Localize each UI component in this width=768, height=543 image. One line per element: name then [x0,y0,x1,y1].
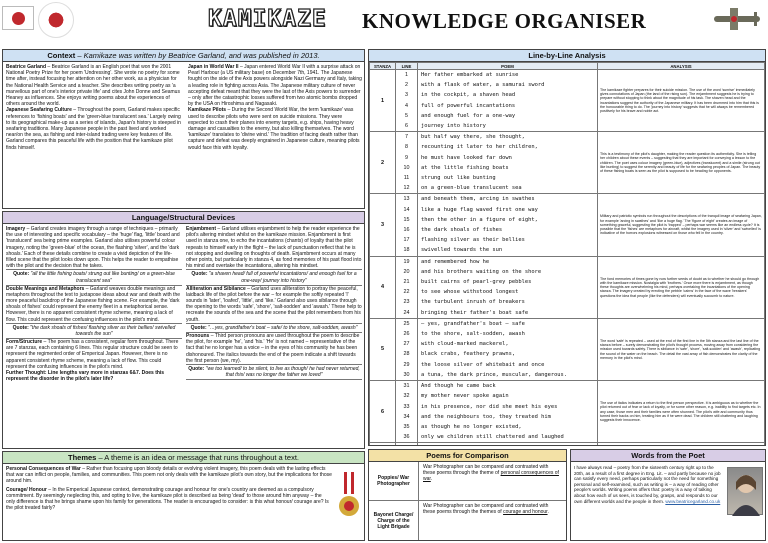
stanza-number [370,443,396,446]
device-paragraph: Form/Structure – The poem has a consistent, regular form throughout. There are 7 stanzas, each containing 6 lines. This regular structure could be seen to represent the regimented order of Emperical Japan. However, there is no apparent consistent rhyme scheme, meaning a lack of flow. This could represent the confusing influences in the pilot's mind. [6,339,179,370]
poem-line: but half way there, she thought, [421,134,525,141]
line-number: 35 [403,423,410,430]
poem-line: and his brothers waiting on the shore [421,268,542,275]
line-number: 33 [403,403,410,410]
poem-line: Her father embarked at sunrise [421,72,519,78]
devices-col-right [186,226,362,380]
poem-line: he must have looked far down [421,154,512,161]
poem-line: swivelled towards the sun [421,247,503,254]
poem-line: then the other in a figure of eight, [421,216,538,223]
poem-line: to see whose withstood longest [421,289,519,296]
line-number: 6 [405,123,408,130]
analysis-heading: Line-by-Line Analysis [369,50,765,62]
col-header-line: LINE [396,63,418,70]
poem-line: my mother never spoke again [421,393,509,400]
line-numbers [396,256,418,318]
line-number: 34 [403,413,410,420]
col-header-poem: POEM [418,63,598,70]
line-number: 32 [403,393,410,400]
words-heading: Words from the Poet [571,450,765,462]
poem-line: and the neighbours too, they treated him [421,413,551,420]
device-paragraph: Imagery – Garland creates imagery through a range of techniques – primarily the use of interesting and specific vocabulary – the 'huge' flag, 'little' board and 'translucent' sea being prime examples. Garland also utilises powerful colour imagery, noting the 'green-blue' of the ocean, the flashing 'silver', and the 'dark shoals.' Each of these details combine to create a vivid depiction of the life-filled scene that the pilot looks down upon. This helps the reader to empathise with the pilot and the decision that he takes. [6,226,180,270]
comparison-label: Bayonet Charge/ Charge of the Light Brigade [369,501,419,540]
devices-col-left [6,226,182,382]
line-number: 16 [403,227,410,234]
line-number: 15 [403,216,410,223]
stanza-number: 6 [370,381,396,443]
line-number: 4 [405,102,408,109]
poem-line: in the cockpit, a shaven head [421,92,516,99]
analysis-text: The word 'safe' is repeated – used at the end of the first line in the 5th stanza and the last line of the stanza before – surely demonstrating the pilot's thought process, moving away from considering the mission used towards safety. There is sibilance in 'safe', 'shore', 'salt-sodden' and 'awash', replicating the sound of the water on the beach. The detail the vast array of fish demonstrates the clarity of the memory in the pilot's mind. [598,318,765,380]
comparison-text: War Photographer can be compared and contrasted with these poems through the theme of personal consequences of war. [423,464,559,482]
line-number: 19 [403,258,410,265]
plane-icon [710,4,764,34]
poem-line: – yes, grandfather's boat – safe [421,320,525,327]
poem-line: in his presence, nor did she meet his eyes [421,403,558,410]
device-quote: Quote: "all the little fishing boats/ strung out like bunting/ on a green-blue translucent sea" [6,269,182,285]
stanza-number: 3 [370,194,396,256]
line-numbers [396,194,418,256]
line-number: 12 [403,185,410,192]
line-number [396,443,417,446]
stanza-row [370,318,765,380]
poem-lines [418,70,598,132]
comparison-row [369,462,566,501]
poem-line: journey into history [421,123,486,130]
comparison-section [368,449,567,541]
comparison-heading: Poems for Comparison [369,450,566,462]
poem-line: and beneath them, arcing in swathes [421,196,535,203]
poet-portrait [727,467,763,515]
poem-line [418,443,597,446]
poem-line: to the shore, salt-sodden, awash [421,331,525,338]
line-number: 9 [405,154,408,161]
line-number: 25 [403,320,410,327]
sun-flag-icon [38,2,74,38]
poem-line: flashing silver as their bellies [421,237,525,244]
line-number: 21 [403,279,410,286]
device-quote: Quote: "…yes, grandfather's boat – safe/ to the shore, salt-sodden, awash" [186,323,362,333]
poem-line: the loose silver of whitebait and once [421,361,545,368]
device-paragraph: Enjambment – Garland utilises enjambment to help the reader experience the pilot's altering mindset whilst on the kamikaze mission. Enjambment is first used in stanza one, to echo the incantations (chants) of loyalty that the pilot repeats to himself early in the flight – the lack of punctuation reflect that he is not stopping and dwelling on thoughts of death. Enjambment occurs at many other points, but particularly in stanza 4, as fond memories of his past flood into his mind and overtake the incantations, altering his mindset. [186,226,362,270]
device-quote: Quote: "a shaven head/ full of powerful incantations/ and enough fuel for a one-way/ journey into history" [186,269,362,285]
stanza-row [370,194,765,256]
poem-line: a tuna, the dark prince, muscular, dangerous. [421,371,568,378]
poem-line: black crabs, feathery prawns, [421,351,516,358]
line-numbers [396,443,418,446]
analysis-text: The kamikaze fighter prepares for their suicide mission. The use of the word 'sunrise' immediately gives connotations of Japan (the land of the rising sun). The enjambment suggests he is trying to prepare without stopping to think about the magnitude of his task. The shaven head and the incantations suggest the authority of the Japanese military. It has been drummed into him that this is the honourable thing to do. The 'journey into history' suggests that he will always be remembered positively for his brave and noble act. [598,70,765,132]
header [0,0,768,48]
analysis-text: The fond memories of times gone by now further seeds of doubt as to whether he should go through with the kamikaze mission. Nostalgia with 'brothers.' Once more there is enjambment, as though these thoughts are overwhelming his mind, perhaps overtaking the incantations of the opening stanza. The imagery created by erecting the pebble 'cairns' in the face of the wave 'breakers' questions the idea that people (like the defenders) will eventually succumb to nature. [598,256,765,318]
poem-line: the dark shoals of fishes [421,227,503,234]
analysis-table [369,62,765,446]
poem-line: the turbulent inrush of breakers [421,299,525,306]
poem-line: with cloud-marked mackerel, [421,341,509,348]
line-number: 3 [405,92,408,99]
poem-lines [418,132,598,194]
poem-lines [418,256,598,318]
poem-lines [418,194,598,256]
page-subtitle: KNOWLEDGE ORGANISER [362,9,647,33]
stanza-number: 4 [370,256,396,318]
poem-line: And though he came back [421,383,496,390]
line-number: 20 [403,268,410,275]
line-number: 13 [403,196,410,203]
stanza-row [370,443,765,446]
line-number: 31 [403,383,410,390]
analysis-text: This is a testimony of the pilot's daughter, making the reader question its authenticity. She is telling her children about these events – suggesting that they are important for conveying a lesson to the children. The poet uses colour imagery (green-blue), adjectives (translucent) and a simile (strung out like bunting) to suggest the serenity and beauty of life for the seafaring peoples of Japan. The beauty of these fishing boats is seen as the pilot is supposed to be heading for opponents. [598,132,765,194]
line-numbers [396,381,418,443]
analysis-text: The use of italics indicates a return to the first person perspective. It is ambiguous as to whether the pilot returned out of fear or lack of loyalty, or for some other reason, e.g. inability to find targets etc. In any case, those men and their families were often shunned. The pilot's wife and community thus turned their backs on him, treating him as if he were dead. The children still chattering and laughing suggests their innocence. [598,381,765,443]
poem-line: built cairns of pearl-grey pebbles [421,279,532,286]
line-number: 8 [405,144,408,151]
poem-line: as though he no longer existed, [421,423,522,430]
poem-line: only we children still chattered and laughed [421,434,564,441]
context-heading: Context – Kamikaze was written by Beatrice Garland, and was published in 2013. [3,50,364,62]
poem-line: with a flask of water, a samurai sword [421,82,545,89]
line-number: 24 [403,309,410,316]
context-paragraph: Kamikaze Pilots – During the Second World War, the term 'kamikaze' was used to describe pilots who were sent on suicide missions. They were expected to crash their planes into enemy targets, e.g. ships, having heavy damage and casualties to the enemy, but also killing themselves. The word 'kamikaze' translates to 'divine wind.' The tradition of facing death rather than capture and defeat was deeply engrained in Japanese culture, meaning pilots would face this with loyalty. [188,107,360,151]
stanza-number: 5 [370,318,396,380]
devices-heading: Language/Structural Devices [3,212,364,224]
stanza-row [370,381,765,443]
device-paragraph: Double Meanings and Metaphors – Garland weaves double meanings and metaphors throughout the text to juxtapose ideas about war and death with the more peaceful backdrop of the Japanese fishing scene. For example, the 'dark shoals of fishes' could represent the enemy fleet in a metaphorical sense. However, there is no apparent consistent rhyme scheme, meaning a lack of flow. This could represent the confusing influences in the pilot's mind. [6,285,181,323]
analysis-section [368,49,766,446]
comparison-row [369,501,566,540]
line-number: 1 [405,72,408,78]
poem-line: at the little fishing boats [421,164,509,171]
medal-icon [336,472,362,532]
line-number: 11 [403,175,410,182]
line-number: 17 [403,237,410,244]
theme-item: Courage/ Honour – In the Emperical Japanese context, demonstrating courage and honour for one's country are deemed as a compulsory commitment. By seemingly neglecting this, and opting to live, the kamikaze pilot is described as being 'dead' to those around him anyway – the only difference is that he brings shame upon his family for generations. The reader is encouraged to consider: is this what honour/ courage are? Is the pilot treated fairly? [6,486,329,512]
further-thought: Further Thought: Line lengths vary more in stanzas 6&7. Does this represent the disorder in the pilot's later life? [6,370,165,383]
context-paragraph: Japan in World War II – Japan entered World War II with a surprise attack on Pearl Harbour (a US military base) on December 7th, 1941. The Japanese fought on the side of the Axis powers alongside Nazi Germany and Italy, taking a leading role in fighting across Asia. The Japanese military culture of never accepting defeat meant that they were the last of the Axis powers to surrender – only after the catastrophic losses suffered from two atomic bombs dropped by the USA on Hiroshima and Nagasaki. [188,64,362,108]
line-number: 22 [403,289,410,296]
col-header-stanza: STANZA [370,63,396,70]
context-col-2 [188,64,362,151]
line-number: 36 [403,434,410,441]
poem-line: on a green-blue translucent sea [421,185,522,192]
stanza-row [370,132,765,194]
context-paragraph: Japanese Seafaring Culture – Throughout the poem, Garland makes specific references to 'fishing boats' and the 'green-blue translucent sea.' Largely owing to its geographical make-up as a series of islands, Japan's history is steeped in seafaring traditions. Many Japanese people in the past lived and worked near/on the sea, as fishing and inter-island trading were key features of life. Garland compares this peaceful life with the position that the kamikaze pilot finds himself. [6,107,181,151]
words-section [570,449,766,541]
line-numbers [396,132,418,194]
stanza-row [370,256,765,318]
context-paragraph: Beatrice Garland – Beatrice Garland is an English poet that won the 2001 National Poetry Prize for her poem 'Undressing'. She wrote no poetry for some time after, instead focusing her attention on her other work, as a physician for the National Health Service and a teacher. She describes writing poetry as 'a marvellous part of one's interior private life' and cites John Donne and Seamus Heaney as influences. She enjoys writing poems about the experiences of others around the world. [6,64,180,108]
japan-flag-left [2,6,34,30]
analysis-text: Military and patriotic symbols run throughout the descriptions of the tranquil image of seafaring Japan, for example 'arcing in swathes' and 'like a huge flag.' The 'figure of eight' creates an image of something graceful, suggesting the pilot is 'trapped' – perhaps war seems like an endless cycle? It is possible that the 'fishes' are metaphors for aircraft, whilst the imagery used in 'silver' and 'swivelled' is indicative of the horrors explosions witnessed on those who fell in the country. [598,194,765,256]
context-section [2,49,365,209]
poem-line: bringing their father's boat safe [421,309,529,316]
poem-line: and remembered how he [421,258,490,265]
stanza-number: 1 [370,70,396,132]
devices-section [2,211,365,449]
words-text: I have always read – poetry from the sixteenth century right up to the 20th, as a result of a first degree in Eng. Lit. – and partly because no job can satisfy every need, perhaps particularly not the need for something personal and self-examined, such as writing is – a way of reading other people's worlds. Writing poems offers that: poetry is a way of talking about how each of us sees, is touched by, grasps, and responds to our own different worlds and the people in them. www.beatricegarland.co.uk [574,465,721,504]
line-number: 7 [405,134,408,141]
col-header-analysis: ANALYSIS [598,63,765,70]
device-quote: Quote: "we too learned/ to be silent, to live as though/ he had never returned, that this/ was no longer the father we loved" [186,364,362,380]
analysis-text [598,443,765,446]
poem-line: like a huge flag waved first one way [421,206,538,213]
line-numbers [396,318,418,380]
line-number: 28 [403,351,410,358]
poem-lines [418,443,598,446]
line-number: 14 [403,206,410,213]
poet-website-link[interactable]: www.beatricegarland.co.uk [665,498,721,504]
line-number: 2 [405,82,408,89]
poem-lines [418,381,598,443]
theme-item: Personal Consequences of War – Rather than focusing upon bloody details or evolving violent imagery, this poem deals with the lasting effects that war can inflict on people, families, and communities. This poem not only deals with the kamikaze pilot's own story, but the implications for those around him. [6,466,332,485]
line-number: 29 [403,361,410,368]
context-col-1 [6,64,184,151]
device-quote: Quote: "the dark shoals of fishes/ flashing silver as their bellies/ swivelled towards the sun" [6,323,182,339]
line-number: 30 [403,371,410,378]
poem-line: and enough fuel for a one-way [421,112,516,119]
line-numbers [396,70,418,132]
comparison-text: War Photographer can be compared and contrasted with these poems through the themes of courage and honour. [423,503,549,515]
comparison-label: Poppies/ War Photographer [369,462,419,500]
stanza-number: 2 [370,132,396,194]
poem-lines [418,318,598,380]
line-number: 26 [403,331,410,338]
themes-section [2,451,365,541]
line-number: 5 [405,112,408,119]
stanza-row [370,70,765,132]
line-number: 18 [403,247,410,254]
line-number: 23 [403,299,410,306]
line-number: 27 [403,341,410,348]
device-paragraph: Pronouns – Third person pronouns are used throughout the poem to describe the pilot, for example 'he', 'and 'his.' 'He' is not named – representative of the fact that he no longer has a voice – in the eyes of his community he has been dishonoured. The italics towards the end of the poem indicate a shift towards the first person (we, my). [186,332,360,364]
poem-line: full of powerful incantations [421,102,516,109]
themes-heading: Themes – A theme is an idea or message that runs throughout a text. [3,452,364,464]
line-number: 10 [403,164,410,171]
themes-list [6,466,332,511]
poem-line: recounting it later to her children, [421,144,538,151]
poem-line: strung out like bunting [421,175,496,182]
device-paragraph: Alliteration and Sibilance – Garland uses alliteration to portray the peaceful, laidback life of the pilot before the war – for example the softly repeated 'l' sounds in 'later', 'loafed', 'little', and 'like.' Garland also uses sibilance through the opening to the words 'safe', 'shore', 'salt-sodden' and 'awash.' These help to recreate the sounds of the sea and the scene that the pilot remembers from his youth. [186,285,362,323]
page-title: KAMIKAZE [208,6,327,32]
